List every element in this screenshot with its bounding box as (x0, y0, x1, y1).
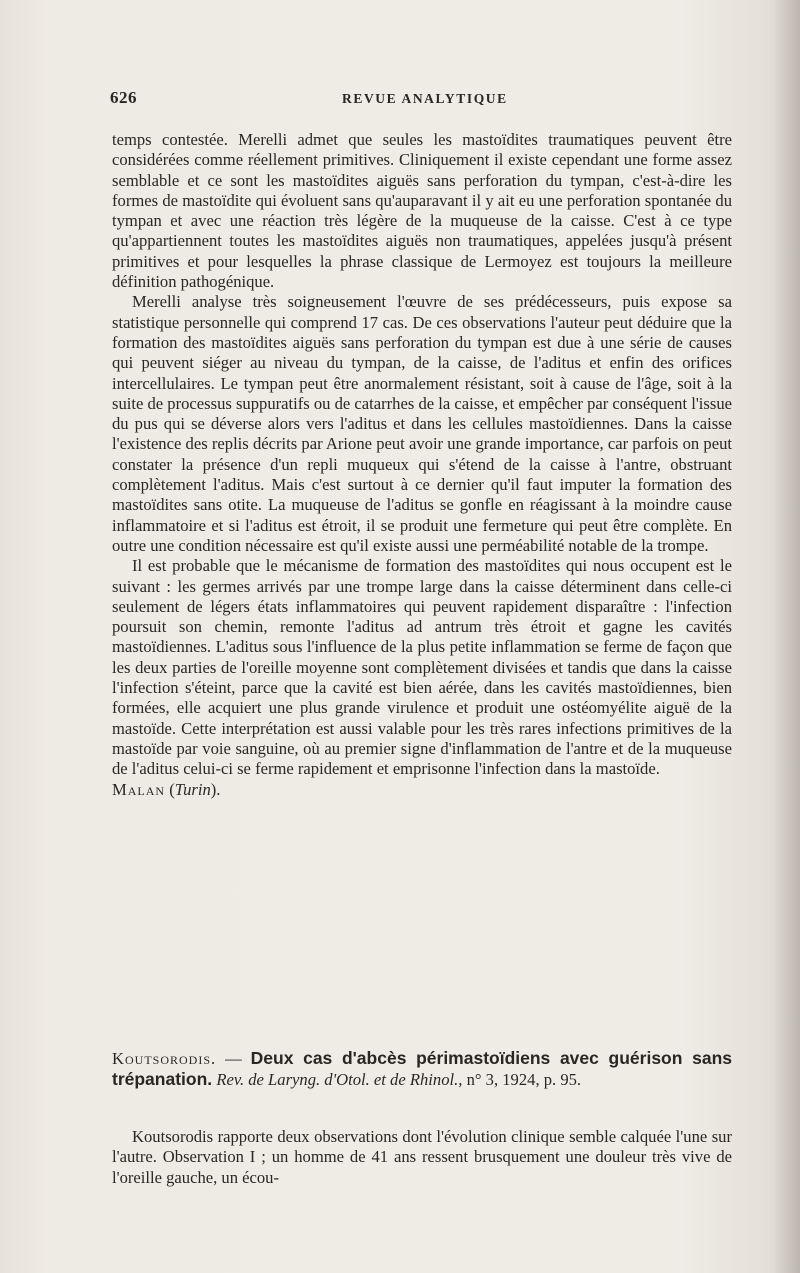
bibliographic-reference (112, 1048, 732, 1091)
review-signature: Malan (Turin). (112, 779, 221, 799)
reference-dash: — (225, 1049, 242, 1068)
running-title: REVUE ANALYTIQUE (342, 91, 508, 106)
reference-title: Deux cas d'abcès périmastoïdiens avec guérison sans trépanation. (112, 1048, 732, 1090)
spine-shadow (772, 0, 800, 1273)
next-paragraph: Koutsorodis rapporte deux observations dont l'évolution clinique semble calquée l'une sur l'autre. Observation I ; un homme de 41 ans ressent brusquement une douleur très vive de l'oreille gauche, un écou- (112, 1127, 732, 1187)
paragraph-2: Merelli analyse très soigneusement l'œuvre de ses prédécesseurs, puis expose sa statistique personnelle qui comprend 17 cas. De ces observations l'auteur peut déduire que la formation des mastoïdites aiguës sans perforation du tympan est due à une série de causes qui peuvent siéger au niveau du tympan, de la caisse, de l'aditus et enfin des orifices intercellulaires. Le tympan peut être anormalement résistant, soit à cause de l'âge, soit à la suite de processus suppuratifs ou de catarrhes de la caisse, et empêcher par conséquent l'issue du pus qui se déverse alors vers l'aditus et dans les cellules mastoïdiennes. Dans la caisse l'existence des replis décrits par Arione peut avoir une grande importance, car parfois on peut constater la présence d'un repli muqueux qui s'étend de la caisse à l'antre, obstruant complètement l'aditus. Mais c'est surtout à ce dernier qu'il faut imputer la formation des mastoïdites sans otite. La muqueuse de l'aditus se gonfle en réagissant à la moindre cause inflammatoire et si l'aditus est étroit, il se produit une fermeture qui peut être complète. En outre une condition nécessaire est qu'il existe aussi une perméabilité notable de la trompe. (112, 292, 732, 555)
paragraph-1: temps contestée. Merelli admet que seules les mastoïdites traumatiques peuvent être considérées comme réellement primitives. Cliniquement il existe cependant une forme assez semblable et ce sont les mastoïdites aiguës sans perforation du tympan, c'est-à-dire les formes de mastoïdite qui évoluent sans qu'auparavant il y ait eu une perforation spontanée du tympan et avec une réaction très légère de la muqueuse de la caisse. C'est à ce type qu'appartiennent toutes les mastoïdites aiguës non traumatiques, appelées jusqu'à présent primitives et pour lesquelles la phrase classique de Lermoyez est toujours la meilleure définition pathogénique. (112, 130, 732, 292)
page-number: 626 (110, 88, 137, 107)
reference-journal: Rev. de Laryng. d'Otol. et de Rhinol., (216, 1070, 463, 1090)
signature-name: Malan (112, 779, 166, 799)
reference-issue: n° 3, 1924, p. 95. (466, 1070, 582, 1090)
reference-author: Koutsorodis. (112, 1049, 217, 1068)
review-text (112, 130, 732, 800)
page-header (110, 88, 730, 112)
paragraph-3: Il est probable que le mécanisme de formation des mastoïdites qui nous occupent est le suivant : les germes arrivés par une trompe large dans la caisse déterminent dans celle-ci seulement de légers états inflammatoires qui peuvent rapidement disparaître : l'infection poursuit son chemin, remonte l'aditus ad antrum très étroit et gagne les cavités mastoïdiennes. L'aditus sous l'influence de la plus petite inflammation se ferme de façon que les deux parties de l'oreille moyenne sont complètement divisées et tandis que dans la caisse l'infection s'éteint, parce que la cavité est bien aérée, dans les cavités mastoïdiennes, bien formées, elle acquiert une plus grande virulence et produit une ostéomyélite aiguë de la mastoïde. Cette interprétation est aussi valable pour les très rares infections primitives de la mastoïde par voie sanguine, où au premier signe d'inflammation de l'antre et de la muqueuse de l'aditus celui-ci se ferme rapidement et emprisonne l'infection dans la mastoïde. (112, 556, 732, 779)
signature-city: Turin (174, 779, 211, 799)
